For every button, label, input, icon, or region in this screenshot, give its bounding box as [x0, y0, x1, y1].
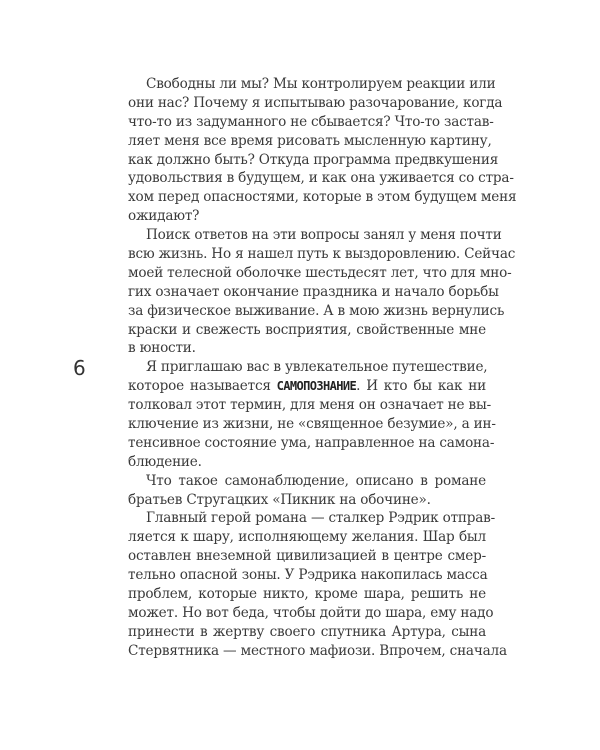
text-line: что-то из задуманного не сбывается? Что-то застав-: [128, 113, 494, 130]
text-line: они нас? Почему я испытываю разочарование, когда: [128, 94, 503, 111]
text-line: ляется к шару, исполняющему желания. Шар был: [128, 529, 486, 546]
text-line: принести в жертву своего спутника Артура, сына: [128, 623, 486, 640]
text-line: Главный герой романа — сталкер Рэдрик отправ-: [146, 510, 496, 527]
highlighted-term: САМОПОЗНАНИЕ: [276, 379, 357, 394]
text-line: [128, 377, 486, 396]
text-line: удовольствия в будущем, и как она уживается со стра-: [128, 170, 514, 187]
text-line: ляет меня все время рисовать мысленную картину,: [128, 132, 492, 149]
text-line: моей телесной оболочке шестьдесят лет, что для мно-: [128, 264, 512, 281]
text-segment: . И кто бы как ни: [356, 378, 486, 395]
page-number: 6: [73, 356, 86, 380]
text-line: проблем, которые никто, кроме шара, решить не: [128, 586, 486, 603]
text-line: краски и свежесть восприятия, свойственные мне: [128, 321, 486, 338]
text-segment: которое называется: [128, 378, 277, 395]
text-line: оставлен внеземной цивилизацией в центре смер-: [128, 548, 486, 565]
text-line: толковал этот термин, для меня он означает не вы-: [128, 397, 491, 414]
text-line: Стервятника — местного мафиози. Впрочем, сначала: [128, 642, 507, 659]
text-line: тельно опасной зоны. У Рэдрика накопилась масса: [128, 567, 488, 584]
text-line: ключение из жизни, не «священное безумие», а ин-: [128, 416, 496, 433]
text-line: хом перед опасностями, которые в этом будущем меня: [128, 189, 517, 206]
text-line: гих означает окончание праздника и начало борьбы: [128, 283, 499, 300]
text-line: может. Но вот беда, чтобы дойти до шара, ему надо: [128, 604, 494, 621]
text-line: всю жизнь. Но я нашел путь к выздоровлению. Сейчас: [128, 246, 516, 263]
body-text: [128, 75, 517, 661]
text-line: тенсивное состояние ума, направленное на самона-: [128, 434, 495, 451]
text-line: Я приглашаю вас в увлекательное путешествие,: [146, 359, 488, 376]
text-line: как должно быть? Откуда программа предвкушения: [128, 151, 499, 168]
text-line: в юности.: [128, 340, 196, 357]
text-line: Что такое самонаблюдение, описано в романе: [146, 472, 486, 489]
text-line: Свободны ли мы? Мы контролируем реакции или: [146, 76, 496, 92]
text-line: братьев Стругацких «Пикник на обочине».: [128, 491, 431, 508]
text-line: за физическое выживание. А в мою жизнь вернулись: [128, 302, 505, 319]
text-line: блюдение.: [128, 453, 202, 470]
text-line: Поиск ответов на эти вопросы занял у меня почти: [146, 227, 502, 244]
text-line: ожидают?: [128, 208, 200, 225]
